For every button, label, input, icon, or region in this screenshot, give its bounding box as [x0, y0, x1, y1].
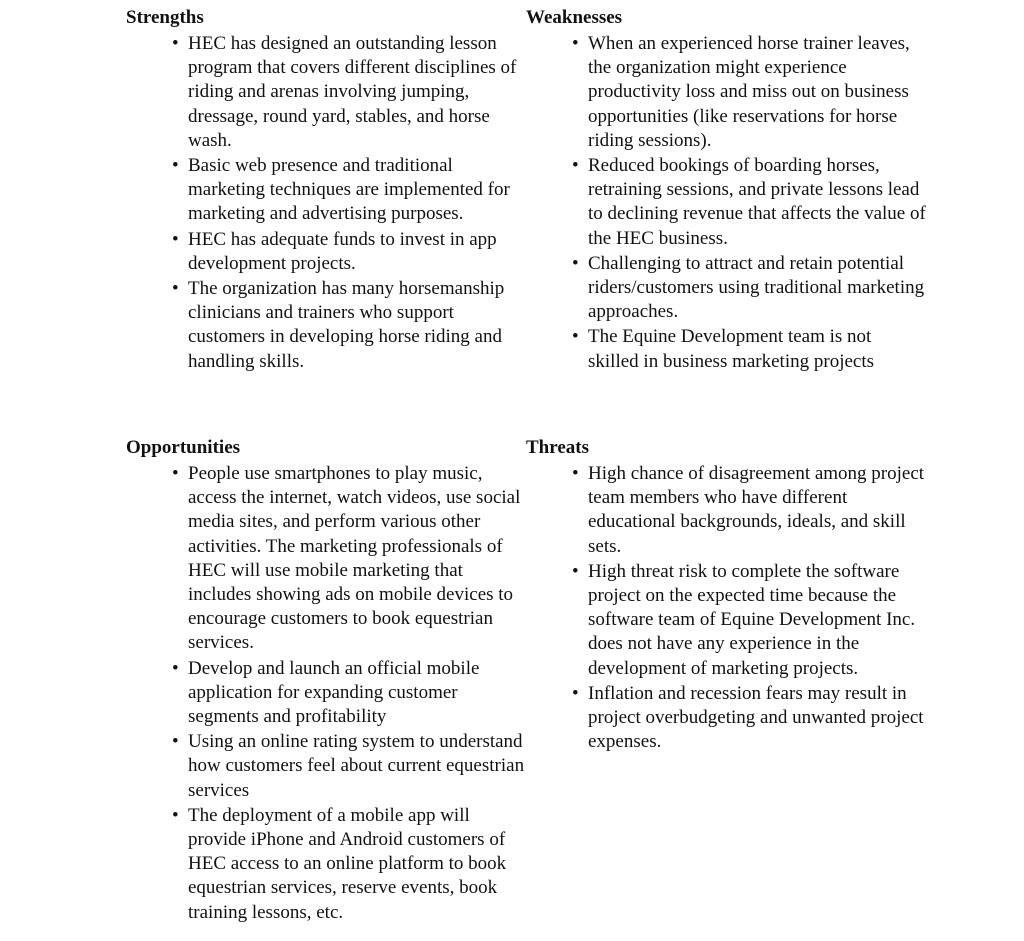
threats-list — [526, 462, 926, 754]
list-item — [526, 560, 926, 681]
list-item — [126, 277, 526, 374]
strength-text: HEC has designed an outstanding lesson program that covers different disciplines of riding and arenas involving jumping, dressage, round yard, stables, and horse wash. — [188, 33, 517, 151]
list-item — [526, 154, 926, 251]
weaknesses-list — [526, 32, 926, 374]
list-item — [126, 32, 526, 153]
bullet-icon: • — [572, 682, 579, 704]
bullet-icon: • — [172, 731, 179, 753]
bullet-icon: • — [572, 252, 579, 274]
list-item — [126, 462, 526, 656]
bullet-icon: • — [572, 463, 579, 484]
threat-text: High chance of disagreement among project team members who have different educational backgrounds, ideals, and skill sets. — [588, 463, 925, 557]
weakness-text: Challenging to attract and retain potential riders/customers using traditional marketing approaches. — [588, 252, 925, 323]
threat-text: High threat risk to complete the software project on the expected time because the software team of Equine Development Inc. does not have any experience in the development of marketing projects. — [588, 560, 916, 679]
list-item — [126, 804, 526, 925]
bullet-icon: • — [172, 804, 179, 826]
list-item — [126, 228, 526, 276]
list-item — [126, 730, 526, 803]
opportunities-heading: Opportunities — [126, 437, 241, 458]
strength-text: The organization has many horsemanship clinicians and trainers who support customers in developing horse riding and handling skills. — [188, 278, 505, 372]
list-item — [526, 462, 926, 559]
strength-text: Basic web presence and traditional marketing techniques are implemented for marketing and advertising purposes. — [188, 155, 510, 225]
strengths-heading: Strengths — [126, 7, 204, 28]
threats-section — [526, 436, 926, 755]
weakness-text: When an experienced horse trainer leaves, the organization might experience productivity loss and miss out on business opportunities (like reservations for horse riding sessions). — [588, 33, 910, 151]
opportunities-list — [126, 462, 526, 925]
opportunity-text: People use smartphones to play music, access the internet, watch videos, use social media sites, and perform various other activities. The marketing professionals of HEC will use mobile marketing that includes showing ads on mobile devices to encourage customers to book equestrian services. — [188, 463, 521, 654]
bullet-icon: • — [172, 278, 179, 300]
opportunity-text: Develop and launch an official mobile application for expanding customer segments and profitability — [188, 657, 480, 728]
opportunity-text: The deployment of a mobile app will provide iPhone and Android customers of HEC access to an online platform to book equestrian services, reserve events, book training lessons, etc. — [188, 804, 507, 923]
threat-text: Inflation and recession fears may result in project overbudgeting and unwanted project expenses. — [588, 682, 924, 753]
weaknesses-section — [526, 6, 926, 375]
weakness-text: The Equine Development team is not skilled in business marketing projects — [588, 326, 875, 372]
bullet-icon: • — [172, 155, 179, 177]
bullet-icon: • — [172, 33, 179, 54]
threats-heading: Threats — [526, 437, 589, 458]
list-item — [126, 657, 526, 730]
strength-text: HEC has adequate funds to invest in app development projects. — [188, 228, 497, 274]
bullet-icon: • — [172, 228, 179, 250]
bullet-icon: • — [572, 33, 579, 54]
weakness-text: Reduced bookings of boarding horses, retraining sessions, and private lessons lead to declining revenue that affects the value of the HEC business. — [588, 155, 926, 249]
opportunity-text: Using an online rating system to understand how customers feel about current equestrian services — [188, 731, 525, 801]
list-item — [526, 325, 926, 373]
list-item — [526, 682, 926, 755]
bullet-icon: • — [572, 155, 579, 177]
weaknesses-heading: Weaknesses — [526, 7, 623, 28]
list-item — [126, 154, 526, 227]
opportunities-section — [126, 436, 526, 926]
strengths-section — [126, 6, 526, 375]
bullet-icon: • — [172, 463, 179, 484]
strengths-list — [126, 32, 526, 374]
bullet-icon: • — [572, 326, 579, 348]
bullet-icon: • — [572, 560, 579, 582]
bullet-icon: • — [172, 657, 179, 679]
list-item — [526, 252, 926, 325]
list-item — [526, 32, 926, 153]
